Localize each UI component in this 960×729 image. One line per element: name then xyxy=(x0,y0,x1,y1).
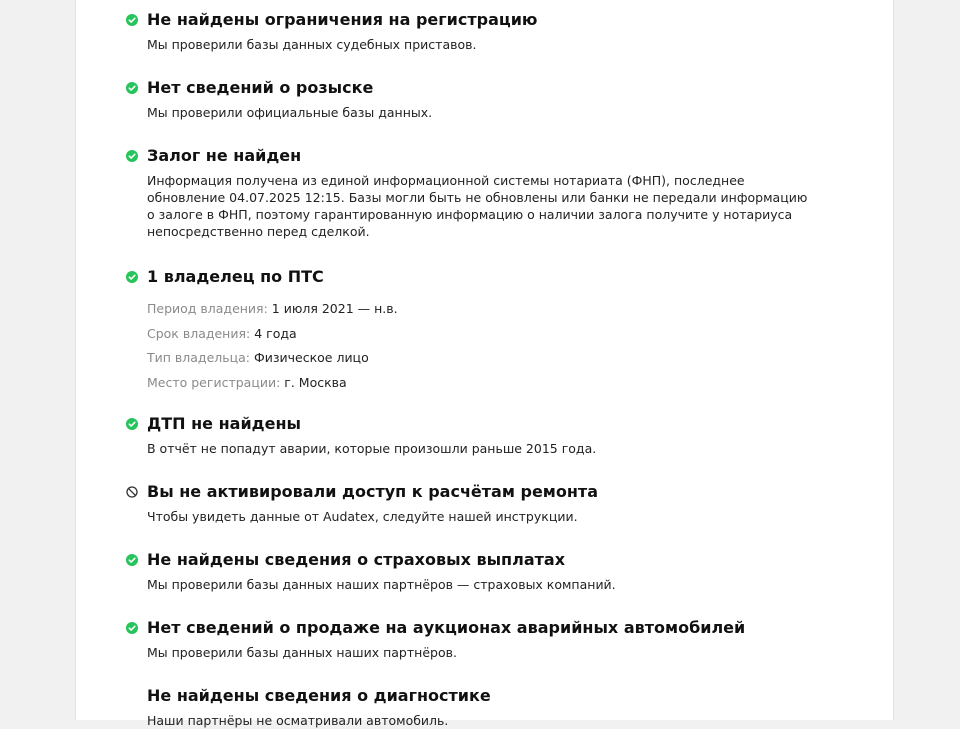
section-title: Не найдены сведения о страховых выплатах xyxy=(147,550,566,569)
section-pledge xyxy=(126,146,826,240)
detail-label: Тип владельца: xyxy=(147,350,250,365)
report-page xyxy=(75,0,894,728)
owner-detail-duration xyxy=(147,325,826,342)
detail-value: г. Москва xyxy=(284,374,347,390)
section-description: Мы проверили базы данных судебных приставов. xyxy=(147,37,477,52)
owner-detail-type xyxy=(147,349,826,366)
check-circle-icon xyxy=(126,150,138,162)
section-title: Залог не найден xyxy=(147,146,302,165)
owner-detail-location xyxy=(147,374,826,391)
section-title: 1 владелец по ПТС xyxy=(147,267,324,286)
section-owners xyxy=(126,267,826,398)
section-description: Чтобы увидеть данные от Audatex, следуйте нашей инструкции. xyxy=(147,509,578,524)
detail-value: 4 года xyxy=(254,325,297,341)
section-description: Мы проверили базы данных наших партнёров — страховых компаний. xyxy=(147,577,616,592)
check-circle-icon xyxy=(126,14,138,26)
check-circle-icon xyxy=(126,82,138,94)
section-title: Нет сведений о продаже на аукционах аварийных автомобилей xyxy=(147,618,746,637)
section-description: Информация получена из единой информационной системы нотариата (ФНП), последнее обновление 04.07.2025 12:15. Базы могли быть не обновлены или банки не передали информацию о залоге в ФНП, поэтому гарантированную информацию о наличии залога получите у нотариуса непосредственно перед сделкой. xyxy=(147,173,808,239)
detail-value: Физическое лицо xyxy=(253,350,369,365)
detail-label: Период владения: xyxy=(147,301,268,316)
section-wanted xyxy=(126,78,826,121)
check-circle-icon xyxy=(126,554,138,566)
section-title: Не найдены ограничения на регистрацию xyxy=(147,10,538,29)
section-title: Не найдены сведения о диагностике xyxy=(147,686,491,705)
section-description: Наши партнёры не осматривали автомобиль. xyxy=(147,713,449,728)
section-title: Нет сведений о розыске xyxy=(147,78,374,97)
blocked-icon xyxy=(126,486,138,498)
check-circle-icon xyxy=(126,622,138,634)
section-accidents xyxy=(126,414,826,457)
detail-value: 1 июля 2021 — н.в. xyxy=(271,301,398,316)
detail-label: Место регистрации: xyxy=(147,374,281,390)
section-insurance-payments xyxy=(126,550,826,593)
owner-detail-period xyxy=(147,300,826,317)
section-title: Вы не активировали доступ к расчётам ремонта xyxy=(147,482,598,501)
check-circle-icon xyxy=(126,418,138,430)
section-title: ДТП не найдены xyxy=(147,414,301,433)
section-auctions xyxy=(126,618,826,661)
section-description: Мы проверили базы данных наших партнёров. xyxy=(147,645,457,660)
section-description: Мы проверили официальные базы данных. xyxy=(147,105,433,120)
section-diagnostics xyxy=(126,686,826,729)
section-repair-access xyxy=(126,482,826,525)
section-registration-restrictions xyxy=(126,10,826,53)
check-circle-icon xyxy=(126,271,138,283)
section-description: В отчёт не попадут аварии, которые произошли раньше 2015 года. xyxy=(147,441,597,456)
detail-label: Срок владения: xyxy=(147,325,251,341)
